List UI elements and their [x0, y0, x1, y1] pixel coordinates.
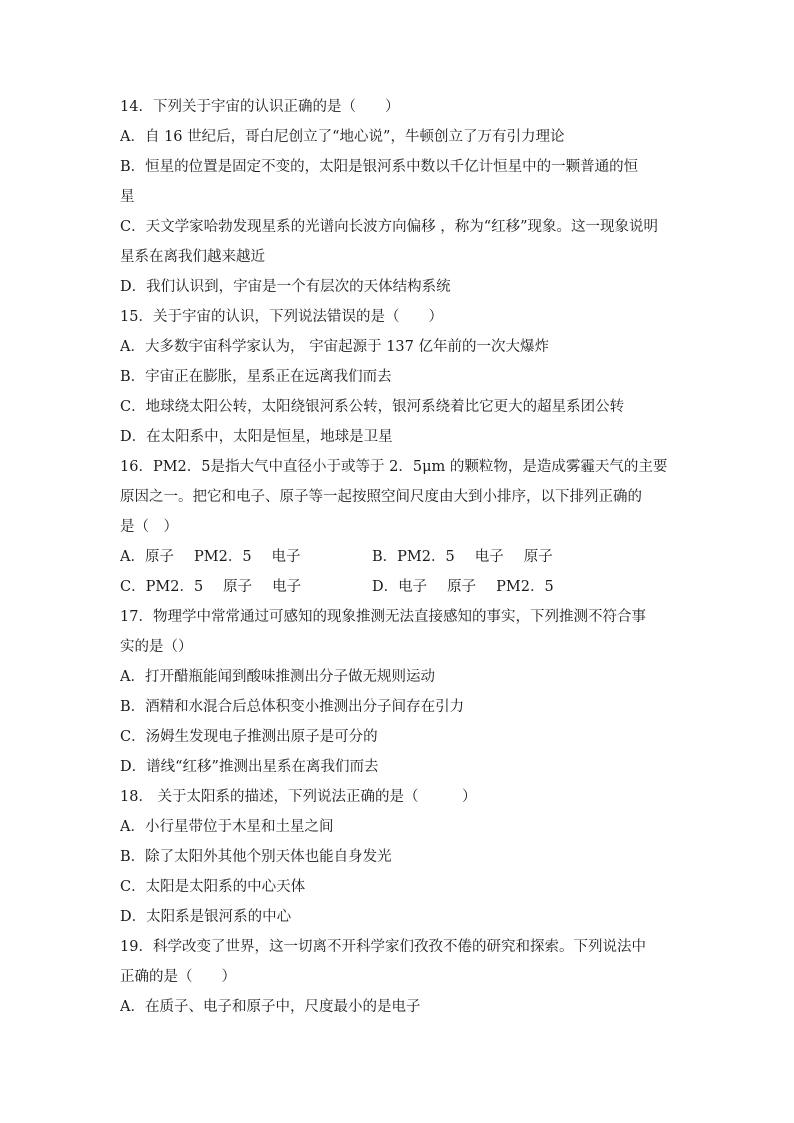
option-item: 原子	[447, 579, 477, 595]
option-a: A．打开醋瓶能闻到酸味推测出分子做无规则运动	[120, 669, 435, 685]
question-15	[120, 302, 674, 452]
option-d	[372, 572, 624, 602]
option-item: PM2．5	[496, 579, 554, 595]
question-stem: 18． 关于太阳系的描述，下列说法正确的是（ ）	[120, 789, 477, 805]
question-18	[120, 782, 674, 932]
question-17	[120, 602, 674, 782]
option-letter: B．	[372, 549, 398, 565]
option-b: B．除了太阳外其他个别天体也能自身发光	[120, 849, 392, 865]
option-item: 原子	[223, 579, 253, 595]
option-d: D．我们认识到，宇宙是一个有层次的天体结构系统	[120, 279, 451, 295]
option-item: 电子	[398, 579, 428, 595]
option-item: PM2．5	[145, 579, 204, 595]
question-stem-continued: 是（ ）	[120, 519, 178, 535]
option-c: C．天文学家哈勃发现星系的光谱向长波方向偏移 ，称为“红移”现象。这一现象说明	[120, 219, 659, 235]
option-item: 电子	[474, 549, 504, 565]
option-letter: A．	[120, 549, 145, 565]
option-d: D．太阳系是银河系的中心	[120, 909, 292, 925]
option-d: D．在太阳系中，太阳是恒星，地球是卫星	[120, 429, 393, 445]
option-b: B．酒精和水混合后总体积变小推测出分子间存在引力	[120, 699, 465, 715]
option-letter: C．	[120, 579, 146, 595]
question-stem-continued: 实的是（）	[120, 639, 193, 655]
option-d: D．谱线“红移”推测出星系在离我们而去	[120, 759, 379, 775]
option-row	[120, 542, 674, 572]
option-b-continued: 星	[120, 189, 135, 205]
option-c-continued: 星系在离我们越来越近	[120, 249, 265, 265]
question-stem: 15．关于宇宙的认识，下列说法错误的是（ ）	[120, 309, 443, 325]
question-stem: 14．下列关于宇宙的认识正确的是（ ）	[120, 99, 400, 115]
option-a: A．小行星带位于木星和土星之间	[120, 819, 334, 835]
option-row	[120, 572, 674, 602]
question-stem: 17．物理学中常常通过可感知的现象推测无法直接感知的事实，下列推测不符合事	[120, 609, 646, 625]
option-item: PM2．5	[193, 549, 252, 565]
option-item: 原子	[523, 549, 553, 565]
option-a	[120, 542, 372, 572]
option-a: A．大多数宇宙科学家认为， 宇宙起源于 137 亿年前的一次大爆炸	[120, 339, 549, 355]
question-16	[120, 452, 674, 602]
question-stem-continued: 原因之一。把它和电子、原子等一起按照空间尺度由大到小排序，以下排列正确的	[120, 489, 642, 505]
option-item: 电子	[271, 549, 301, 565]
option-b: B．宇宙正在膨胀，星系正在远离我们而去	[120, 369, 392, 385]
question-stem: 19．科学改变了世界，这一切离不开科学家们孜孜不倦的研究和探索。下列说法中	[120, 939, 646, 955]
question-19	[120, 932, 674, 1022]
option-c: C．汤姆生发现电子推测出原子是可分的	[120, 729, 378, 745]
option-item: PM2．5	[397, 549, 455, 565]
option-a: A．在质子、电子和原子中，尺度最小的是电子	[120, 999, 421, 1015]
question-14	[120, 92, 674, 302]
option-c: C．地球绕太阳公转，太阳绕银河系公转，银河系绕着比它更大的超星系团公转	[120, 399, 625, 415]
option-letter: D．	[372, 579, 399, 595]
option-item: 原子	[144, 549, 174, 565]
option-c	[120, 572, 372, 602]
option-b: B．恒星的位置是固定不变的，太阳是银河系中数以千亿计恒星中的一颗普通的恒	[120, 159, 639, 175]
option-b	[372, 542, 624, 572]
question-stem-continued: 正确的是（ ）	[120, 969, 236, 985]
option-a: A．自 16 世纪后，哥白尼创立了“地心说”，牛顿创立了万有引力理论	[120, 129, 565, 145]
option-c: C．太阳是太阳系的中心天体	[120, 879, 306, 895]
question-stem: 16．PM2．5是指大气中直径小于或等于 2．5μm 的颗粒物，是造成雾霾天气的主要	[120, 459, 668, 475]
option-item: 电子	[272, 579, 302, 595]
